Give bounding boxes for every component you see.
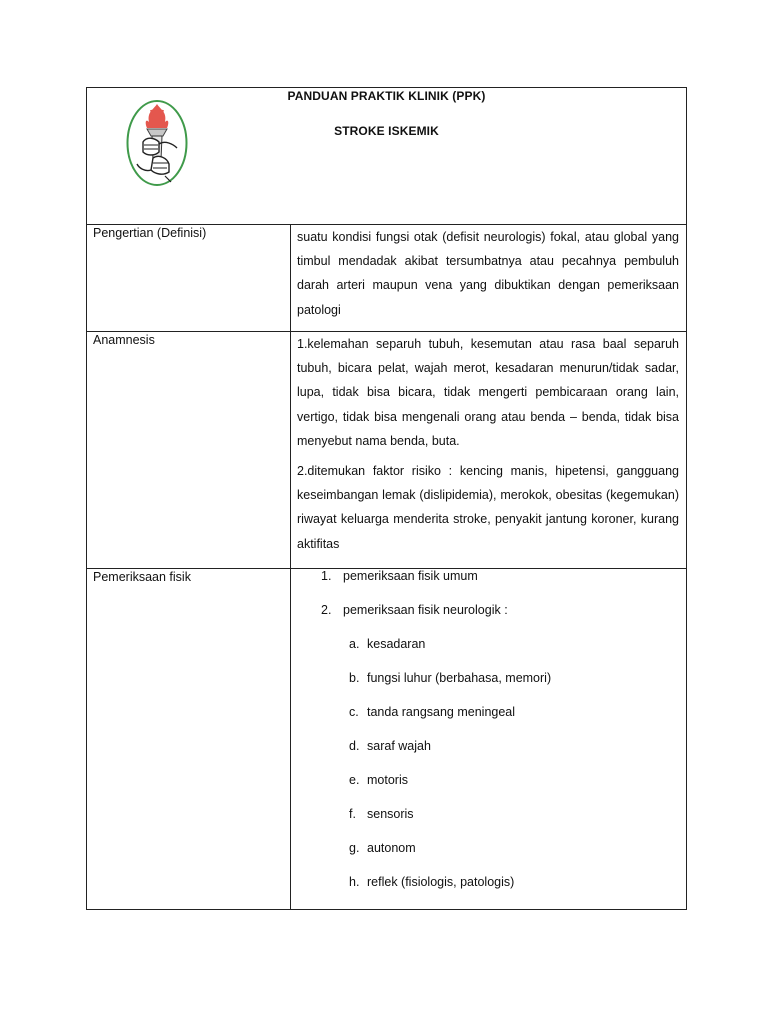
sub-list-item (291, 875, 686, 909)
anamnesis-paragraph-2: 2.ditemukan faktor risiko : kencing manis, hipetensi, gangguang keseimbangan lemak (dislipidemia), merokok, obesitas (kegemukan) riwayat keluarga menderita stroke, penyakit jantung koroner, kurang aktifitas (297, 464, 679, 551)
row-label-definisi: Pengertian (Definisi) (87, 225, 291, 332)
table-row-pemeriksaan (87, 569, 687, 910)
sub-list-item (291, 671, 686, 705)
list-item-text: pemeriksaan fisik umum (343, 569, 478, 583)
sub-item-text: sensoris (367, 807, 414, 821)
list-item-text: pemeriksaan fisik neurologik : (343, 603, 508, 617)
sub-list-item (291, 637, 686, 671)
ppk-table (86, 87, 687, 910)
table-row-definisi (87, 225, 687, 332)
header-cell (87, 88, 687, 225)
sub-item-letter: h. (349, 875, 360, 889)
document-subtitle: STROKE ISKEMIK (334, 124, 439, 138)
sub-list-item (291, 739, 686, 773)
list-item-number: 1. (321, 569, 332, 583)
list-item-number: 2. (321, 603, 332, 617)
sub-item-text: saraf wajah (367, 739, 431, 753)
sub-item-text: motoris (367, 773, 408, 787)
list-item (291, 603, 686, 637)
sub-item-text: kesadaran (367, 637, 426, 651)
anamnesis-paragraph-1: 1.kelemahan separuh tubuh, kesemutan atau rasa baal separuh tubuh, bicara pelat, wajah merot, kesadaran menurun/tidak sadar, lupa, tidak bisa bicara, tidak mengerti pembicaraan orang lain, vertigo, tidak bisa mengenali orang atau benda – benda, tidak bisa menyebut nama benda, buta. (297, 337, 679, 448)
sub-item-letter: e. (349, 773, 360, 787)
row-content-anamnesis (291, 332, 687, 569)
header-row (87, 88, 687, 225)
row-content-definisi (291, 225, 687, 332)
sub-item-letter: c. (349, 705, 359, 719)
sub-list-item (291, 807, 686, 841)
row-label-pemeriksaan: Pemeriksaan fisik (87, 569, 291, 910)
sub-item-text: autonom (367, 841, 416, 855)
sub-item-letter: f. (349, 807, 356, 821)
hand-torch-logo-icon (125, 98, 189, 188)
sub-item-text: reflek (fisiologis, patologis) (367, 875, 515, 889)
list-item (291, 569, 686, 603)
sub-list-item (291, 773, 686, 807)
table-row-anamnesis (87, 332, 687, 569)
pemeriksaan-list (291, 569, 686, 909)
sub-item-letter: b. (349, 671, 360, 685)
sub-list-item (291, 705, 686, 739)
sub-item-letter: g. (349, 841, 360, 855)
sub-list-item (291, 841, 686, 875)
document-title: PANDUAN PRAKTIK KLINIK (PPK) (287, 89, 486, 103)
sub-item-text: tanda rangsang meningeal (367, 705, 516, 719)
row-content-pemeriksaan (291, 569, 687, 910)
sub-item-letter: a. (349, 637, 360, 651)
row-label-anamnesis: Anamnesis (87, 332, 291, 569)
sub-item-letter: d. (349, 739, 360, 753)
sub-item-text: fungsi luhur (berbahasa, memori) (367, 671, 552, 685)
definisi-text: suatu kondisi fungsi otak (defisit neurologis) fokal, atau global yang timbul mendadak akibat tersumbatnya atau pecahnya pembuluh darah arteri maupun vena yang dibuktikan dengan pemeriksaan patologi (297, 230, 679, 317)
